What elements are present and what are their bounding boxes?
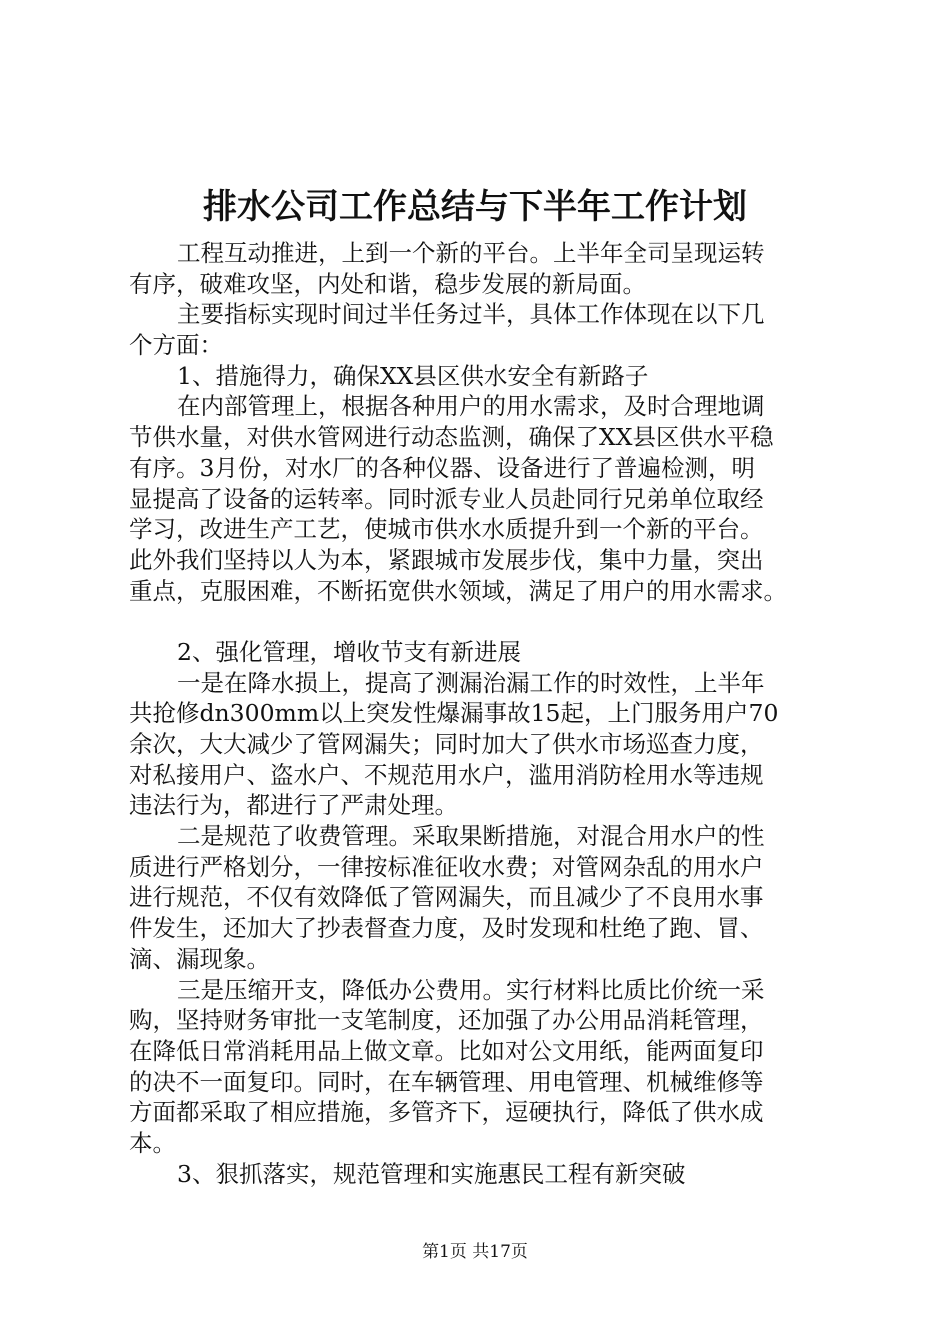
- section-heading: 2、强化管理，增收节支有新进展: [177, 637, 521, 666]
- body-line: 本。: [129, 1128, 176, 1157]
- body-line: 显提高了设备的运转率。同时派专业人员赴同行兄弟单位取经: [129, 484, 764, 513]
- body-line: 方面都采取了相应措施，多管齐下，逗硬执行，降低了供水成: [129, 1098, 764, 1127]
- paragraph-gap: [129, 606, 851, 637]
- body-line: 共抢修dn300mm以上突发性爆漏事故15起，上门服务用户70: [129, 699, 779, 728]
- body-line: 此外我们坚持以人为本，紧跟城市发展步伐，集中力量，突出: [129, 545, 764, 574]
- body-line: 对私接用户、盗水户、不规范用水户，滥用消防栓用水等违规: [129, 760, 764, 789]
- body-line: 有序，破难攻坚，内处和谐，稳步发展的新局面。: [129, 269, 646, 298]
- body-line: 主要指标实现时间过半任务过半，具体工作体现在以下几: [177, 300, 765, 329]
- body-line: 个方面：: [129, 331, 223, 360]
- body-line: 三是压缩开支，降低办公费用。实行材料比质比价统一采: [177, 975, 765, 1004]
- body-line: 进行规范，不仅有效降低了管网漏失，而且减少了不良用水事: [129, 883, 764, 912]
- body-line: 重点，克服困难，不断拓宽供水领域，满足了用户的用水需求。: [129, 576, 787, 605]
- section-heading: 1、措施得力，确保XX县区供水安全有新路子: [177, 361, 649, 390]
- document-body: [129, 238, 851, 1189]
- section-heading: 3、狠抓落实，规范管理和实施惠民工程有新突破: [177, 1159, 686, 1188]
- body-line: 二是规范了收费管理。采取果断措施，对混合用水户的性: [177, 822, 765, 851]
- body-line: 学习，改进生产工艺，使城市供水水质提升到一个新的平台。: [129, 515, 764, 544]
- body-line: 节供水量，对供水管网进行动态监测，确保了XX县区供水平稳: [129, 423, 774, 452]
- body-line: 一是在降水损上，提高了测漏治漏工作的时效性，上半年: [177, 668, 765, 697]
- body-line: 有序。3月份，对水厂的各种仪器、设备进行了普遍检测，明: [129, 453, 755, 482]
- body-line: 违法行为，都进行了严肃处理。: [129, 791, 458, 820]
- body-line: 购，坚持财务审批一支笔制度，还加强了办公用品消耗管理，: [129, 1006, 764, 1035]
- body-line: 工程互动推进，上到一个新的平台。上半年全司呈现运转: [177, 239, 765, 267]
- body-line: 在内部管理上，根据各种用户的用水需求，及时合理地调: [177, 392, 765, 421]
- page-footer: 第1页 共17页: [422, 1242, 528, 1262]
- body-line: 在降低日常消耗用品上做文章。比如对公文用纸，能两面复印: [129, 1036, 764, 1065]
- body-line: 滴、漏现象。: [129, 944, 270, 973]
- body-line: 的决不一面复印。同时，在车辆管理、用电管理、机械维修等: [129, 1067, 764, 1096]
- document-title: 排水公司工作总结与下半年工作计划: [203, 187, 747, 227]
- body-line: 件发生，还加大了抄表督查力度，及时发现和杜绝了跑、冒、: [129, 914, 764, 943]
- body-line: 余次，大大减少了管网漏失；同时加大了供水市场巡查力度，: [129, 730, 764, 758]
- body-line: 质进行严格划分，一律按标准征收水费；对管网杂乱的用水户: [129, 852, 764, 881]
